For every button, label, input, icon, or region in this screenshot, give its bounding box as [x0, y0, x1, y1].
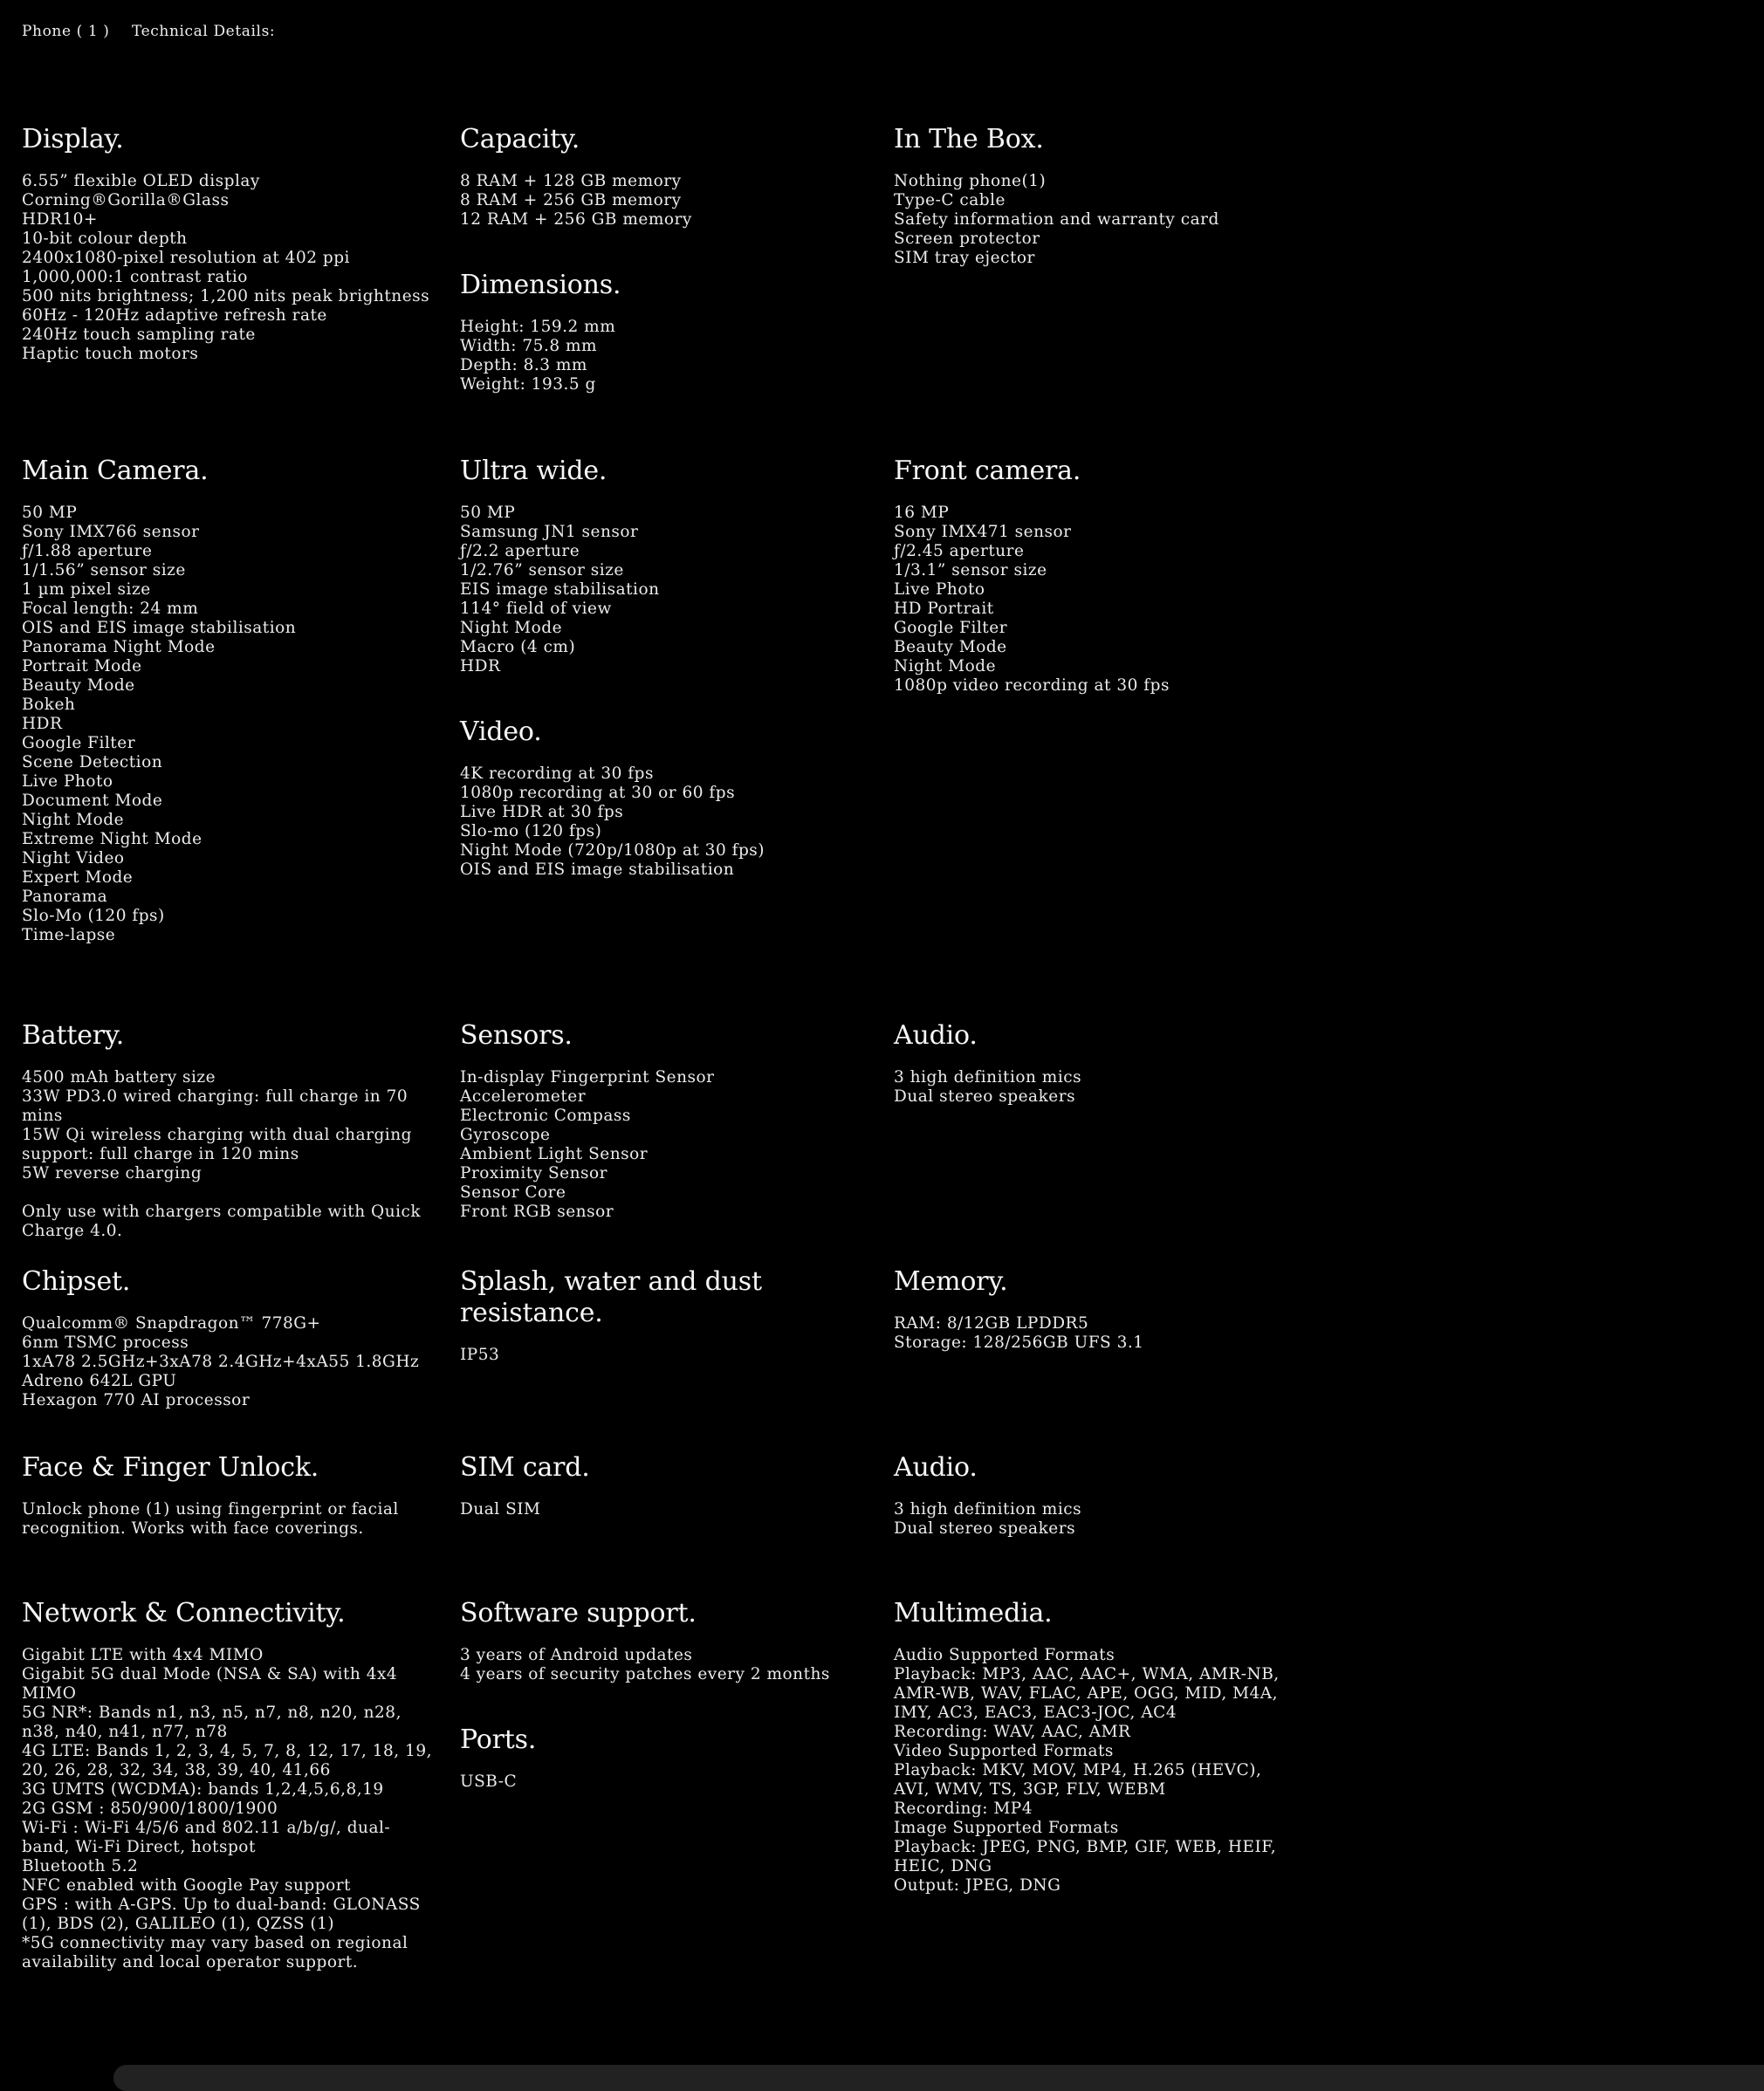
battery-heading: Battery.	[22, 1020, 125, 1051]
spec-line: 114° field of view	[460, 600, 612, 618]
software-support-lines	[460, 1646, 869, 1684]
spec-line: 4 years of security patches every 2 months	[460, 1665, 830, 1683]
section-audio-2	[894, 1452, 1285, 1539]
spec-line: Dual stereo speakers	[894, 1519, 1076, 1538]
sim-card-heading: SIM card.	[460, 1452, 590, 1483]
spec-line: *5G connectivity may vary based on regional availability and local operator support.	[22, 1934, 408, 1971]
spec-line: Safety information and warranty card	[894, 210, 1219, 229]
spec-line: 4G LTE: Bands 1, 2, 3, 4, 5, 7, 8, 12, 17, 18, 19, 20, 26, 28, 32, 34, 38, 39, 40, 41,66	[22, 1742, 432, 1779]
spec-line: Output: JPEG, DNG	[894, 1876, 1061, 1895]
spec-line: Video Supported Formats	[894, 1742, 1114, 1760]
spec-line: Recording: MP4	[894, 1800, 1033, 1818]
splash-resistance-lines	[460, 1346, 869, 1365]
spec-line: 4500 mAh battery size	[22, 1068, 216, 1087]
spec-line: Front RGB sensor	[460, 1203, 614, 1221]
spec-line: Image Supported Formats	[894, 1819, 1119, 1837]
audio-2-lines	[894, 1500, 1285, 1539]
chipset-heading: Chipset.	[22, 1266, 131, 1297]
spec-line: Extreme Night Mode	[22, 830, 202, 848]
spec-line: Only use with chargers compatible with Quick Charge 4.0.	[22, 1203, 422, 1240]
spec-line: ƒ/2.45 aperture	[894, 542, 1025, 560]
spec-line: Sony IMX471 sensor	[894, 523, 1072, 541]
spec-line: 10-bit colour depth	[22, 230, 188, 248]
spec-line: Night Mode (720p/1080p at 30 fps)	[460, 841, 765, 860]
section-display	[22, 124, 436, 364]
spec-line: Live HDR at 30 fps	[460, 803, 624, 821]
spec-line: Screen protector	[894, 230, 1040, 248]
spec-line: Depth: 8.3 mm	[460, 356, 587, 374]
front-camera-lines	[894, 504, 1285, 696]
column-3	[894, 1020, 1309, 1107]
spec-line: Adreno 642L GPU	[22, 1372, 177, 1390]
spec-line: Qualcomm® Snapdragon™ 778G+	[22, 1314, 321, 1333]
page-header	[22, 23, 1309, 40]
spec-line: EIS image stabilisation	[460, 580, 660, 599]
spec-line: 1/1.56” sensor size	[22, 561, 186, 579]
spec-line: Night Video	[22, 849, 125, 867]
spec-line: USB-C	[460, 1772, 518, 1791]
spec-line: Slo-Mo (120 fps)	[22, 907, 165, 925]
spec-line: Width: 75.8 mm	[460, 337, 598, 355]
spec-line: 3 high definition mics	[894, 1068, 1082, 1087]
spec-line: Ambient Light Sensor	[460, 1145, 649, 1163]
column-1	[22, 1598, 460, 1972]
spec-line: Focal length: 24 mm	[22, 600, 199, 618]
spec-line: SIM tray ejector	[894, 249, 1035, 267]
spec-line: 1xA78 2.5GHz+3xA78 2.4GHz+4xA55 1.8GHz	[22, 1353, 420, 1371]
column-3	[894, 1598, 1309, 1896]
spec-line: Panorama	[22, 888, 108, 906]
audio-2-heading: Audio.	[894, 1452, 978, 1483]
dimensions-lines	[460, 318, 869, 394]
section-chipset	[22, 1266, 436, 1410]
column-2	[460, 456, 894, 880]
section-front-camera	[894, 456, 1285, 696]
multimedia-lines	[894, 1646, 1285, 1896]
spec-line: 3 years of Android updates	[460, 1646, 693, 1664]
row-cameras	[22, 456, 1309, 1020]
spec-line: 1/3.1” sensor size	[894, 561, 1047, 579]
spec-line: 6nm TSMC process	[22, 1333, 189, 1352]
main-camera-lines	[22, 504, 436, 945]
spec-line: 3 high definition mics	[894, 1500, 1082, 1519]
spec-line: Haptic touch motors	[22, 345, 199, 363]
brand-wordmark: Phone ( 1 )	[22, 23, 110, 40]
spec-line: Weight: 193.5 g	[460, 375, 596, 394]
section-audio	[894, 1020, 1285, 1107]
spec-line: 8 RAM + 256 GB memory	[460, 191, 682, 209]
spec-line: 6.55” flexible OLED display	[22, 172, 260, 190]
spec-line: NFC enabled with Google Pay support	[22, 1876, 351, 1895]
column-3	[894, 1266, 1309, 1353]
row-chipset-splash-memory	[22, 1266, 1309, 1452]
section-software-support	[460, 1598, 869, 1684]
spec-line: Time-lapse	[22, 926, 116, 944]
network-connectivity-lines	[22, 1646, 436, 1972]
chipset-lines	[22, 1314, 436, 1410]
spec-line: RAM: 8/12GB LPDDR5	[894, 1314, 1089, 1333]
memory-heading: Memory.	[894, 1266, 1008, 1297]
sim-card-lines	[460, 1500, 869, 1519]
section-splash-resistance	[460, 1266, 869, 1365]
splash-resistance-heading: Splash, water and dust resistance.	[460, 1266, 762, 1328]
spec-line: Unlock phone (1) using fingerprint or facial recognition. Works with face coverings.	[22, 1500, 399, 1538]
capacity-lines	[460, 172, 869, 230]
spec-line: In-display Fingerprint Sensor	[460, 1068, 715, 1087]
spec-line: Sony IMX766 sensor	[22, 523, 200, 541]
column-1	[22, 456, 460, 945]
spec-line: Storage: 128/256GB UFS 3.1	[894, 1333, 1144, 1352]
column-2	[460, 124, 894, 394]
spec-line: Expert Mode	[22, 868, 134, 887]
spec-line: Bluetooth 5.2	[22, 1857, 139, 1875]
section-capacity	[460, 124, 869, 230]
spec-line: Gigabit LTE with 4x4 MIMO	[22, 1646, 264, 1664]
spec-line: Document Mode	[22, 792, 163, 810]
spec-line: Wi-Fi : Wi-Fi 4/5/6 and 802.11 a/b/g/, dual-band, Wi-Fi Direct, hotspot	[22, 1819, 391, 1856]
spec-line: HDR10+	[22, 210, 98, 229]
spec-line: Macro (4 cm)	[460, 638, 576, 656]
spec-line: Night Mode	[460, 619, 563, 637]
spec-line: Dual stereo speakers	[894, 1087, 1076, 1106]
spec-line: Gigabit 5G dual Mode (NSA & SA) with 4x4 MIMO	[22, 1665, 398, 1703]
face-finger-unlock-lines	[22, 1500, 436, 1539]
section-ultra-wide	[460, 456, 869, 676]
video-lines	[460, 764, 869, 880]
section-in-the-box	[894, 124, 1285, 268]
column-3	[894, 456, 1309, 696]
spec-line: 3G UMTS (WCDMA): bands 1,2,4,5,6,8,19	[22, 1780, 384, 1799]
spec-line: 5W reverse charging	[22, 1164, 202, 1183]
in-the-box-lines	[894, 172, 1285, 268]
section-face-finger-unlock	[22, 1452, 436, 1539]
multimedia-heading: Multimedia.	[894, 1598, 1053, 1628]
spec-line: Accelerometer	[460, 1087, 587, 1106]
spec-line: ƒ/1.88 aperture	[22, 542, 153, 560]
spec-line: 60Hz - 120Hz adaptive refresh rate	[22, 306, 327, 325]
spec-line: 15W Qi wireless charging with dual charging support: full charge in 120 mins	[22, 1126, 412, 1163]
section-sim-card	[460, 1452, 869, 1519]
spec-line: Height: 159.2 mm	[460, 318, 616, 336]
spec-line: 500 nits brightness; 1,200 nits peak brightness	[22, 287, 430, 305]
spec-line: 1080p recording at 30 or 60 fps	[460, 784, 736, 802]
spec-line: ƒ/2.2 aperture	[460, 542, 580, 560]
spec-line: HDR	[460, 657, 501, 675]
column-2	[460, 1266, 894, 1365]
spec-line: Gyroscope	[460, 1126, 551, 1144]
front-camera-heading: Front camera.	[894, 456, 1081, 486]
spec-line: 1080p video recording at 30 fps	[894, 676, 1170, 695]
column-1	[22, 124, 460, 364]
spec-line: Hexagon 770 AI processor	[22, 1391, 251, 1409]
network-connectivity-heading: Network & Connectivity.	[22, 1598, 346, 1628]
column-1	[22, 1020, 460, 1241]
memory-lines	[894, 1314, 1285, 1353]
spec-line: 50 MP	[460, 504, 516, 522]
column-2	[460, 1598, 894, 1792]
section-main-camera	[22, 456, 436, 945]
section-video	[460, 716, 869, 880]
spec-line: Night Mode	[22, 811, 125, 829]
sensors-lines	[460, 1068, 869, 1222]
ports-heading: Ports.	[460, 1724, 537, 1755]
spec-line: 1 µm pixel size	[22, 580, 151, 599]
spec-line: HD Portrait	[894, 600, 994, 618]
spec-line: Beauty Mode	[22, 676, 135, 695]
spec-line: Playback: JPEG, PNG, BMP, GIF, WEB, HEIF, HEIC, DNG	[894, 1838, 1277, 1875]
video-heading: Video.	[460, 716, 542, 747]
spec-line: Dual SIM	[460, 1500, 541, 1519]
spec-line: Google Filter	[22, 734, 136, 752]
spec-line: 240Hz touch sampling rate	[22, 326, 256, 344]
spec-line: 4K recording at 30 fps	[460, 764, 654, 783]
ports-lines	[460, 1772, 869, 1792]
section-sensors	[460, 1020, 869, 1222]
spec-line: Proximity Sensor	[460, 1164, 608, 1183]
spec-line: Portrait Mode	[22, 657, 142, 675]
spec-line: 2G GSM : 850/900/1800/1900	[22, 1800, 278, 1818]
spec-line: Audio Supported Formats	[894, 1646, 1115, 1664]
spec-line: 16 MP	[894, 504, 950, 522]
page-title: Technical Details:	[132, 23, 276, 40]
spec-line: GPS : with A-GPS. Up to dual-band: GLONASS (1), BDS (2), GALILEO (1), QZSS (1)	[22, 1896, 421, 1933]
row-unlock-sim-audio	[22, 1452, 1309, 1598]
spec-line: Panorama Night Mode	[22, 638, 216, 656]
column-2	[460, 1452, 894, 1519]
spec-line: Google Filter	[894, 619, 1008, 637]
column-1	[22, 1266, 460, 1410]
spec-line: Slo-mo (120 fps)	[460, 822, 602, 840]
section-multimedia	[894, 1598, 1285, 1896]
spec-line: 1,000,000:1 contrast ratio	[22, 268, 248, 286]
row-network-software-multimedia	[22, 1598, 1309, 2052]
spec-line: Live Photo	[22, 772, 113, 791]
spec-line: 2400x1080-pixel resolution at 402 ppi	[22, 249, 350, 267]
spec-line: Samsung JN1 sensor	[460, 523, 639, 541]
section-network-connectivity	[22, 1598, 436, 1972]
spec-line: Beauty Mode	[894, 638, 1007, 656]
column-3	[894, 1452, 1309, 1539]
spec-line	[22, 1183, 436, 1203]
spec-line: HDR	[22, 715, 63, 733]
section-dimensions	[460, 270, 869, 394]
spec-line: Nothing phone(1)	[894, 172, 1047, 190]
spec-line: OIS and EIS image stabilisation	[22, 619, 297, 637]
spec-line: Recording: WAV, AAC, AMR	[894, 1723, 1131, 1741]
dimensions-heading: Dimensions.	[460, 270, 621, 300]
battery-lines	[22, 1068, 436, 1241]
sensors-heading: Sensors.	[460, 1020, 573, 1051]
spec-line: 8 RAM + 128 GB memory	[460, 172, 682, 190]
spec-line: Type-C cable	[894, 191, 1006, 209]
column-1	[22, 1452, 460, 1539]
face-finger-unlock-heading: Face & Finger Unlock.	[22, 1452, 319, 1483]
spec-line: 12 RAM + 256 GB memory	[460, 210, 692, 229]
display-heading: Display.	[22, 124, 124, 154]
ultra-wide-heading: Ultra wide.	[460, 456, 607, 486]
spec-line: Playback: MP3, AAC, AAC+, WMA, AMR-NB, AMR-WB, WAV, FLAC, APE, OGG, MID, M4A, IMY, AC3, EAC3, EAC3-JOC, AC4	[894, 1665, 1280, 1722]
spec-line: Scene Detection	[22, 753, 163, 771]
footer-bar	[113, 2065, 1764, 2091]
section-ports	[460, 1724, 869, 1792]
section-battery	[22, 1020, 436, 1241]
software-support-heading: Software support.	[460, 1598, 697, 1628]
column-2	[460, 1020, 894, 1222]
display-lines	[22, 172, 436, 364]
spec-line: Sensor Core	[460, 1183, 566, 1202]
spec-line: 50 MP	[22, 504, 78, 522]
section-memory	[894, 1266, 1285, 1353]
capacity-heading: Capacity.	[460, 124, 580, 154]
column-3	[894, 124, 1309, 268]
spec-line: OIS and EIS image stabilisation	[460, 860, 735, 879]
spec-line: Electronic Compass	[460, 1107, 631, 1125]
row-display-capacity-box	[22, 124, 1309, 456]
audio-heading: Audio.	[894, 1020, 978, 1051]
spec-line: Playback: MKV, MOV, MP4, H.265 (HEVC), AVI, WMV, TS, 3GP, FLV, WEBM	[894, 1761, 1262, 1799]
spec-line: IP53	[460, 1346, 500, 1364]
in-the-box-heading: In The Box.	[894, 124, 1044, 154]
spec-line: 5G NR*: Bands n1, n3, n5, n7, n8, n20, n28, n38, n40, n41, n77, n78	[22, 1704, 402, 1741]
spec-line: Live Photo	[894, 580, 985, 599]
main-camera-heading: Main Camera.	[22, 456, 209, 486]
spec-line: 33W PD3.0 wired charging: full charge in 70 mins	[22, 1087, 408, 1125]
ultra-wide-lines	[460, 504, 869, 676]
spec-line: Corning®Gorilla®Glass	[22, 191, 230, 209]
row-battery-sensors-audio	[22, 1020, 1309, 1266]
spec-line: Bokeh	[22, 696, 76, 714]
spec-line: 1/2.76” sensor size	[460, 561, 624, 579]
spec-line: Night Mode	[894, 657, 997, 675]
audio-lines	[894, 1068, 1285, 1107]
